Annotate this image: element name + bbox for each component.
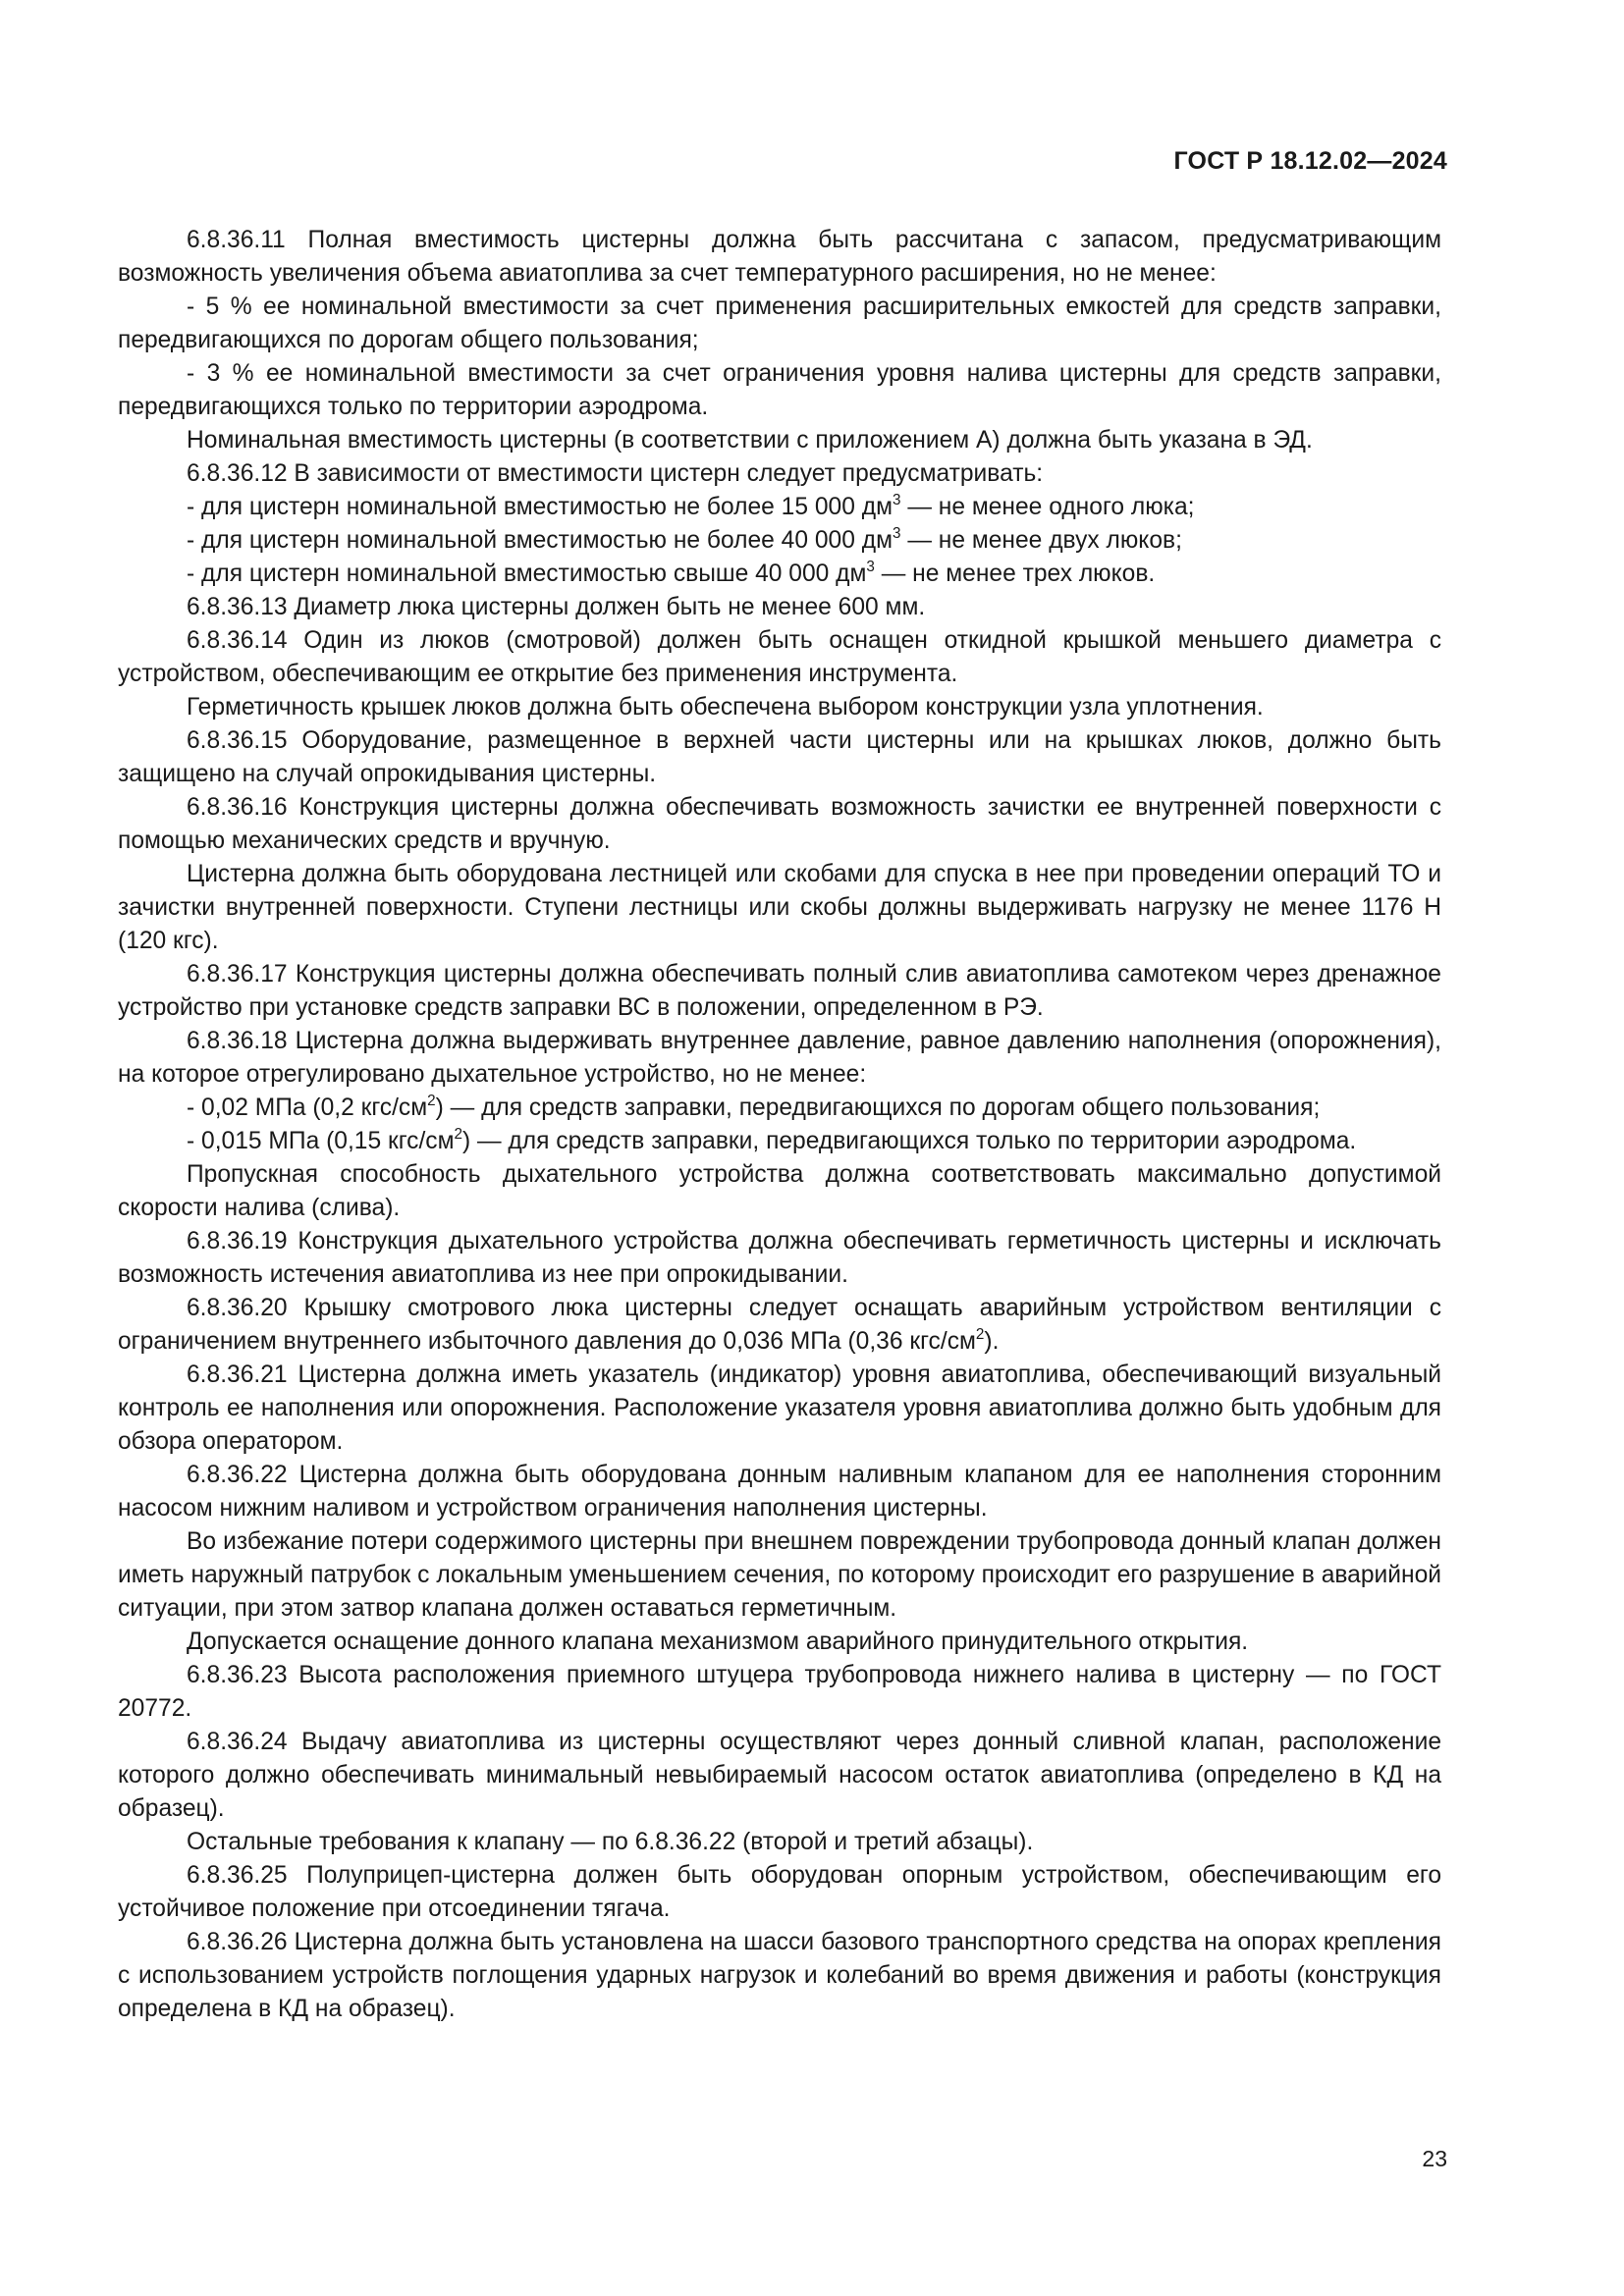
paragraph (118, 1525, 1441, 1626)
paragraph-text: Номинальная вместимость цистерны (в соответствии с приложением А) должна быть указана в ЭД. (187, 427, 1313, 454)
superscript: 2 (427, 1093, 436, 1110)
paragraph (118, 1025, 1441, 1092)
paragraph-text: 6.8.36.15 Оборудование, размещенное в верхней части цистерны или на крышках люков, должно быть защищено на случай опрокидывания цистерны. (118, 727, 1441, 787)
paragraph (118, 1926, 1441, 2026)
paragraph (118, 424, 1441, 457)
paragraph (118, 524, 1441, 558)
paragraph-text: Пропускная способность дыхательного устройства должна соответствовать максимально допустимой скорости налива (слива). (118, 1161, 1441, 1221)
page-number: 23 (1422, 2146, 1447, 2171)
paragraph-text: - 3 % ее номинальной вместимости за счет ограничения уровня налива цистерны для средств заправки, передвигающихся только по территории аэродрома. (118, 360, 1441, 420)
paragraph-text: - для цистерн номинальной вместимостью свыше 40 000 дм (187, 561, 867, 587)
paragraph (118, 1158, 1441, 1225)
paragraph-text: 6.8.36.25 Полуприцеп-цистерна должен быть оборудован опорным устройством, обеспечивающим его устойчивое положение при отсоединении тягача. (118, 1862, 1441, 1922)
paragraph (118, 1225, 1441, 1292)
paragraph-text: ) — для средств заправки, передвигающихся по дорогам общего пользования; (435, 1095, 1321, 1121)
document-header: ГОСТ Р 18.12.02—2024 (1173, 147, 1447, 175)
paragraph-text: 6.8.36.16 Конструкция цистерны должна обеспечивать возможность зачистки ее внутренней поверхности с помощью механических средств и вручную. (118, 794, 1441, 854)
paragraph-text: — не менее одного люка; (900, 494, 1195, 520)
superscript: 3 (893, 525, 901, 543)
paragraph (118, 558, 1441, 591)
paragraph-text: ) — для средств заправки, передвигающихся только по территории аэродрома. (461, 1128, 1357, 1154)
paragraph (118, 1626, 1441, 1659)
paragraph (118, 1459, 1441, 1525)
superscript: 2 (454, 1126, 462, 1144)
paragraph-text: Во избежание потери содержимого цистерны при внешнем повреждении трубопровода донный клапан должен иметь наружный патрубок с локальным уменьшением сечения, по которому происходит его разрушение в аварийной ситуации, при этом затвор клапана должен оставаться герметичным. (118, 1528, 1441, 1622)
paragraph (118, 591, 1441, 624)
paragraph (118, 858, 1441, 958)
paragraph (118, 724, 1441, 791)
paragraph-text: — не менее трех люков. (874, 561, 1156, 587)
paragraph-text: - 0,02 МПа (0,2 кгс/см (187, 1095, 428, 1121)
paragraph-text: - 5 % ее номинальной вместимости за счет применения расширительных емкостей для средств заправки, передвигающихся по дорогам общего пользования; (118, 294, 1441, 353)
paragraph-text: 6.8.36.13 Диаметр люка цистерны должен быть не менее 600 мм. (187, 594, 926, 620)
paragraph-text: ). (984, 1328, 1000, 1355)
paragraph (118, 1726, 1441, 1826)
superscript: 2 (975, 1326, 985, 1344)
paragraph-text: Остальные требования к клапану — по 6.8.36.22 (второй и третий абзацы). (187, 1829, 1034, 1855)
paragraph (118, 958, 1441, 1025)
paragraph-text: 6.8.36.12 В зависимости от вместимости цистерн следует предусматривать: (187, 460, 1044, 487)
paragraph (118, 791, 1441, 858)
superscript: 3 (893, 492, 901, 509)
paragraph-text: 6.8.36.21 Цистерна должна иметь указатель (индикатор) уровня авиатоплива, обеспечивающий визуальный контроль ее наполнения или опорожнения. Расположение указателя уровня авиатоплива должно быть удобным для обзора оператором. (118, 1362, 1441, 1455)
paragraph-text: 6.8.36.22 Цистерна должна быть оборудована донным наливным клапаном для ее наполнения сторонним насосом нижним наливом и устройством ограничения наполнения цистерны. (118, 1462, 1441, 1522)
paragraph-text: Допускается оснащение донного клапана механизмом аварийного принудительного открытия. (187, 1629, 1249, 1655)
paragraph (118, 1092, 1441, 1125)
paragraph-text: 6.8.36.18 Цистерна должна выдерживать внутреннее давление, равное давлению наполнения (опорожнения), на которое отрегулировано дыхательное устройство, но не менее: (118, 1028, 1441, 1088)
paragraph-text: - 0,015 МПа (0,15 кгс/см (187, 1128, 455, 1154)
paragraph (118, 1826, 1441, 1859)
paragraph-text: Цистерна должна быть оборудована лестницей или скобами для спуска в нее при проведении операций ТО и зачистки внутренней поверхности. Ступени лестницы или скобы должны выдерживать нагрузку не менее 1176 Н (120 кгс). (118, 861, 1441, 954)
paragraph (118, 1125, 1441, 1158)
paragraph-text: — не менее двух люков; (900, 527, 1182, 554)
paragraph (118, 1659, 1441, 1726)
paragraph-text: - для цистерн номинальной вместимостью не более 15 000 дм (187, 494, 893, 520)
document-body (118, 224, 1441, 2026)
paragraph-text: 6.8.36.26 Цистерна должна быть установлена на шасси базового транспортного средства на опорах крепления с использованием устройств поглощения ударных нагрузок и колебаний во время движения и работы (конструкция определена в КД на образец). (118, 1929, 1441, 2022)
paragraph-text: 6.8.36.20 Крышку смотрового люка цистерны следует оснащать аварийным устройством вентиляции с ограничением внутреннего избыточного давления до 0,036 МПа (0,36 кгс/см (118, 1295, 1441, 1355)
paragraph (118, 457, 1441, 491)
paragraph-text: 6.8.36.17 Конструкция цистерны должна обеспечивать полный слив авиатоплива самотеком через дренажное устройство при установке средств заправки ВС в положении, определенном в РЭ. (118, 961, 1441, 1021)
paragraph-text: 6.8.36.11 Полная вместимость цистерны должна быть рассчитана с запасом, предусматривающим возможность увеличения объема авиатоплива за счет температурного расширения, но не менее: (118, 227, 1441, 287)
paragraph (118, 691, 1441, 724)
paragraph-text: 6.8.36.19 Конструкция дыхательного устройства должна обеспечивать герметичность цистерны и исключать возможность истечения авиатоплива из нее при опрокидывании. (118, 1228, 1441, 1288)
paragraph (118, 291, 1441, 357)
paragraph (118, 1359, 1441, 1459)
paragraph-text: Герметичность крышек люков должна быть обеспечена выбором конструкции узла уплотнения. (187, 694, 1264, 721)
paragraph (118, 491, 1441, 524)
paragraph (118, 224, 1441, 291)
paragraph-text: - для цистерн номинальной вместимостью не более 40 000 дм (187, 527, 893, 554)
paragraph-text: 6.8.36.14 Один из люков (смотровой) должен быть оснащен откидной крышкой меньшего диаметра с устройством, обеспечивающим ее открытие без применения инструмента. (118, 627, 1441, 687)
paragraph (118, 1859, 1441, 1926)
paragraph-text: 6.8.36.24 Выдачу авиатоплива из цистерны осуществляют через донный сливной клапан, расположение которого должно обеспечивать минимальный невыбираемый насосом остаток авиатоплива (определено в КД на образец). (118, 1729, 1441, 1822)
paragraph (118, 624, 1441, 691)
paragraph-text: 6.8.36.23 Высота расположения приемного штуцера трубопровода нижнего налива в цистерну — по ГОСТ 20772. (118, 1662, 1441, 1722)
paragraph (118, 357, 1441, 424)
paragraph (118, 1292, 1441, 1359)
superscript: 3 (866, 559, 875, 576)
